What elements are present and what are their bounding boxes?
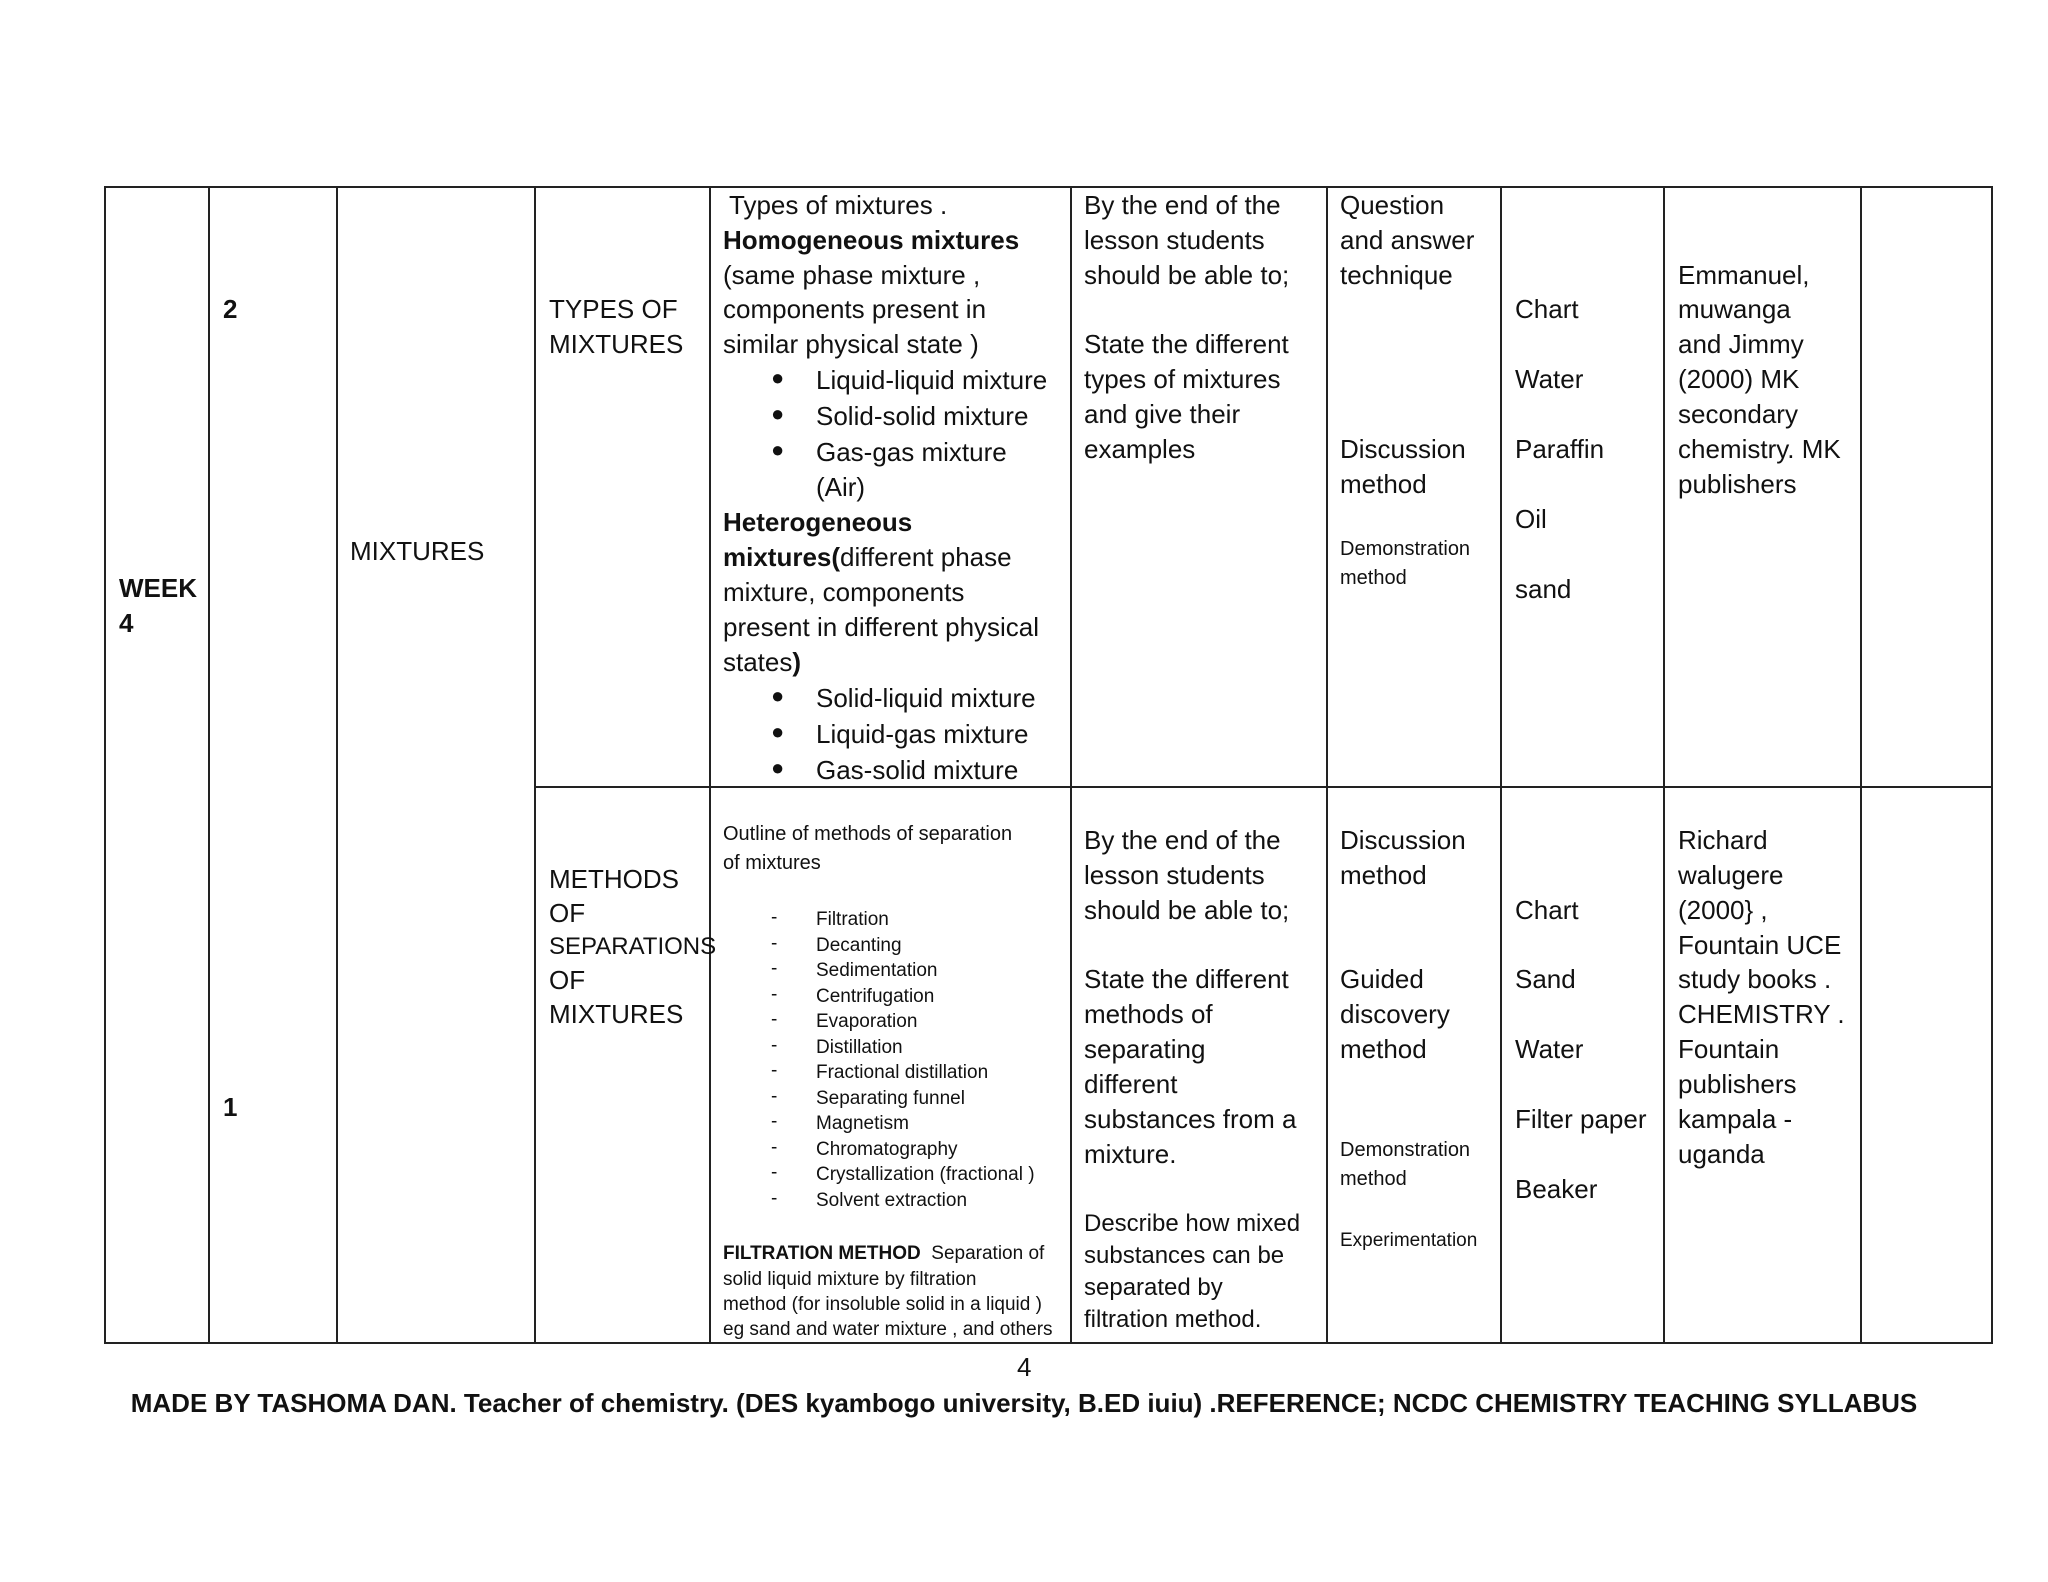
reference-line: Emmanuel, — [1678, 260, 1810, 290]
filtration-desc: Separation of — [931, 1243, 1045, 1264]
dash-icon: - — [771, 1162, 778, 1183]
material-item: Chart — [1515, 294, 1579, 324]
col-border-3 — [534, 186, 536, 1344]
list-item: Sedimentation — [816, 960, 938, 981]
list-item: Decanting — [816, 935, 902, 956]
objective-line: methods of — [1084, 999, 1213, 1029]
list-item: Filtration — [816, 909, 889, 930]
method-line: method — [1340, 567, 1407, 589]
heterogeneous-title-line — [723, 540, 1012, 575]
filtration-desc: method (for insoluble solid in a liquid ) — [723, 1294, 1042, 1315]
list-item: Magnetism — [816, 1113, 909, 1134]
list-item-cont: (Air) — [816, 472, 866, 502]
bullet-icon: ● — [771, 755, 785, 780]
filtration-line — [723, 1241, 1044, 1267]
week-label: WEEK — [119, 573, 197, 603]
objective-line: should be able to; — [1084, 260, 1290, 290]
heterogeneous-desc-line — [723, 645, 801, 680]
reference-line: Fountain — [1678, 1034, 1780, 1064]
bullet-icon: ● — [771, 437, 785, 462]
dash-icon: - — [771, 1009, 778, 1030]
topic-label: MIXTURES — [350, 536, 485, 566]
objective-line: substances from a — [1084, 1104, 1297, 1134]
col-border-9 — [1860, 186, 1862, 1344]
list-item: Evaporation — [816, 1011, 918, 1032]
subtopic-line: MIXTURES — [549, 329, 684, 359]
objective-line: mixture. — [1084, 1139, 1177, 1169]
reference-line: Fountain UCE — [1678, 930, 1842, 960]
lesson-number-2: 2 — [223, 294, 238, 324]
list-item: Crystallization (fractional ) — [816, 1164, 1035, 1185]
method-line: Guided — [1340, 964, 1424, 994]
heterogeneous-desc: mixture, components — [723, 577, 965, 607]
method-line: Experimentation — [1340, 1230, 1478, 1251]
material-item: Oil — [1515, 504, 1547, 534]
reference-line: (2000} , — [1678, 895, 1768, 925]
dash-icon: - — [771, 1086, 778, 1107]
list-item: Gas-solid mixture — [816, 755, 1019, 785]
bullet-icon: ● — [771, 401, 785, 426]
homogeneous-title: Homogeneous mixtures — [723, 225, 1020, 255]
method-line: method — [1340, 1034, 1427, 1064]
list-item: Solvent extraction — [816, 1190, 968, 1211]
method-line: technique — [1340, 260, 1453, 290]
objective-line: Describe how mixed — [1084, 1210, 1301, 1237]
objective-line: different — [1084, 1069, 1178, 1099]
method-line: method — [1340, 860, 1427, 890]
reference-line: study books . — [1678, 964, 1832, 994]
objective-line: should be able to; — [1084, 895, 1290, 925]
col-border-2 — [336, 186, 338, 1344]
col-border-8 — [1663, 186, 1665, 1344]
objective-line: By the end of the — [1084, 825, 1281, 855]
reference-line: CHEMISTRY . — [1678, 999, 1845, 1029]
objective-line: separating — [1084, 1034, 1206, 1064]
list-item: Centrifugation — [816, 986, 935, 1007]
outline-heading: Outline of methods of separation — [723, 823, 1013, 845]
page-number: 4 — [1017, 1352, 1032, 1382]
material-item: Paraffin — [1515, 434, 1605, 464]
subtopic-line: OF — [549, 898, 586, 928]
dash-icon: - — [771, 1111, 778, 1132]
reference-line: Richard — [1678, 825, 1768, 855]
col-border-1 — [208, 186, 210, 1344]
objective-line: types of mixtures — [1084, 364, 1281, 394]
list-item: Liquid-gas mixture — [816, 719, 1029, 749]
reference-line: kampala - — [1678, 1104, 1793, 1134]
reference-line: and Jimmy — [1678, 329, 1804, 359]
col-border-10 — [1991, 186, 1993, 1344]
reference-line: uganda — [1678, 1139, 1765, 1169]
objective-line: substances can be — [1084, 1242, 1285, 1269]
list-item: Gas-gas mixture — [816, 437, 1007, 467]
dash-icon: - — [771, 984, 778, 1005]
list-item: Fractional distillation — [816, 1062, 989, 1083]
material-item: Filter paper — [1515, 1104, 1647, 1134]
list-item: Chromatography — [816, 1139, 958, 1160]
heterogeneous-desc: states — [723, 647, 793, 677]
list-item: Solid-liquid mixture — [816, 683, 1036, 713]
objective-line: filtration method. — [1084, 1306, 1262, 1333]
footer-credit: MADE BY TASHOMA DAN. Teacher of chemistry. (DES kyambogo university, B.ED iuiu) .REFERENCE; NCDC CHEMISTRY TEACHING SYLLABUS — [130, 1388, 1918, 1418]
list-item: Solid-solid mixture — [816, 401, 1029, 431]
objective-line: By the end of the — [1084, 190, 1281, 220]
objective-line: separated by — [1084, 1274, 1223, 1301]
dash-icon: - — [771, 1060, 778, 1081]
outline-heading: of mixtures — [723, 852, 821, 874]
reference-line: muwanga — [1678, 294, 1791, 324]
col-border-0 — [104, 186, 106, 1344]
dash-icon: - — [771, 1137, 778, 1158]
objective-line: lesson students — [1084, 225, 1265, 255]
objective-line: and give their — [1084, 399, 1241, 429]
objective-line: examples — [1084, 434, 1196, 464]
subtopic-line: METHODS — [549, 864, 679, 894]
reference-line: walugere — [1678, 860, 1784, 890]
heterogeneous-title: Heterogeneous — [723, 507, 913, 537]
bullet-icon: ● — [771, 683, 785, 708]
material-item: Chart — [1515, 895, 1579, 925]
heterogeneous-title-part: mixtures( — [723, 542, 841, 572]
method-line: method — [1340, 1168, 1407, 1190]
content-heading: Types of mixtures . — [729, 190, 948, 220]
subtopic-line: MIXTURES — [549, 999, 684, 1029]
method-line: discovery — [1340, 999, 1450, 1029]
dash-icon: - — [771, 933, 778, 954]
material-item: sand — [1515, 574, 1572, 604]
subtopic-line: TYPES OF — [549, 294, 678, 324]
homogeneous-desc: similar physical state ) — [723, 329, 979, 359]
table-top-border — [104, 186, 1993, 188]
bullet-icon: ● — [771, 365, 785, 390]
homogeneous-desc: (same phase mixture , — [723, 260, 981, 290]
list-item: Liquid-liquid mixture — [816, 365, 1048, 395]
reference-line: publishers — [1678, 1069, 1797, 1099]
filtration-title: FILTRATION METHOD — [723, 1243, 921, 1264]
material-item: Sand — [1515, 964, 1576, 994]
col-border-7 — [1500, 186, 1502, 1344]
dash-icon: - — [771, 1188, 778, 1209]
dash-icon: - — [771, 1035, 778, 1056]
method-line: Demonstration — [1340, 1139, 1471, 1161]
dash-icon: - — [771, 907, 778, 928]
filtration-desc: eg sand and water mixture , and others — [723, 1319, 1053, 1340]
method-line: Question — [1340, 190, 1445, 220]
reference-line: publishers — [1678, 469, 1797, 499]
row-divider — [534, 786, 1993, 788]
filtration-desc: solid liquid mixture by filtration — [723, 1269, 977, 1290]
bullet-icon: ● — [771, 719, 785, 744]
list-item: Separating funnel — [816, 1088, 965, 1109]
col-border-6 — [1326, 186, 1328, 1344]
list-item: Distillation — [816, 1037, 903, 1058]
lesson-number-1: 1 — [223, 1092, 238, 1122]
reference-line: chemistry. MK — [1678, 434, 1841, 464]
week-number: 4 — [119, 608, 134, 638]
heterogeneous-desc-close: ) — [792, 647, 802, 677]
col-border-5 — [1070, 186, 1072, 1344]
method-line: Discussion — [1340, 434, 1466, 464]
method-line: Demonstration — [1340, 538, 1471, 560]
material-item: Beaker — [1515, 1174, 1598, 1204]
heterogeneous-desc: different phase — [840, 542, 1012, 572]
method-line: Discussion — [1340, 825, 1466, 855]
subtopic-line: SEPARATIONS — [549, 933, 717, 960]
col-border-4 — [709, 186, 711, 1344]
material-item: Water — [1515, 1034, 1584, 1064]
material-item: Water — [1515, 364, 1584, 394]
method-line: and answer — [1340, 225, 1475, 255]
reference-line: (2000) MK — [1678, 364, 1800, 394]
heterogeneous-desc: present in different physical — [723, 612, 1040, 642]
objective-line: lesson students — [1084, 860, 1265, 890]
objective-line: State the different — [1084, 329, 1289, 359]
method-line: method — [1340, 469, 1427, 499]
homogeneous-desc: components present in — [723, 294, 987, 324]
objective-line: State the different — [1084, 964, 1289, 994]
subtopic-line: OF — [549, 965, 586, 995]
reference-line: secondary — [1678, 399, 1798, 429]
dash-icon: - — [771, 958, 778, 979]
